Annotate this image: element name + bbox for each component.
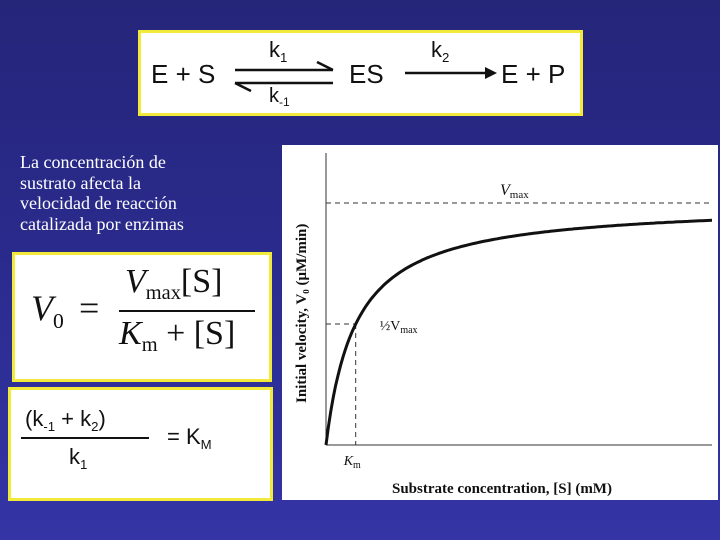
km-fraction-bar	[21, 437, 149, 439]
caption-line: velocidad de reacción	[20, 193, 177, 214]
v0-symbol: $V_0$	[31, 288, 64, 333]
vmax-label: Vmax	[500, 182, 529, 201]
km-definition	[8, 387, 273, 501]
numerator: $V_{max}[S]$	[125, 263, 223, 305]
reactants-label: E + S	[151, 59, 216, 89]
plot-canvas	[282, 145, 718, 500]
k-minus1-label: $k_{-1}$	[269, 85, 290, 110]
saturation-curve-plot	[282, 145, 718, 500]
reaction-scheme	[138, 30, 583, 116]
michaelis-menten-equation	[12, 252, 272, 382]
equals-sign: =	[79, 288, 100, 328]
products-label: E + P	[501, 59, 566, 89]
caption-line: catalizada por enzimas	[20, 214, 184, 235]
es-complex-label: ES	[349, 59, 384, 89]
km-denominator: $k_1$	[69, 444, 88, 472]
x-axis-label: Substrate concentration, [S] (mM)	[392, 481, 612, 497]
km-numerator: $(k_{-1} + k_2)$	[25, 406, 106, 434]
caption-line: La concentración de	[20, 152, 166, 172]
y-axis-label: Initial velocity, V₀ (μM/min)	[294, 223, 310, 403]
forward-arrow	[403, 63, 499, 83]
half-vmax-label: $\frac{1}{2}V_{max}$	[379, 319, 418, 336]
caption-line: sustrato afecta la	[20, 172, 141, 193]
k2-label: $k_2$	[431, 37, 450, 65]
fraction-bar	[119, 310, 255, 312]
km-result: = $K_M$	[167, 424, 212, 452]
denominator: $K_m + [S]$	[119, 315, 236, 357]
km-label: $K_m$	[343, 454, 361, 471]
k1-label: $k_1$	[269, 37, 288, 65]
caption-text	[20, 152, 280, 235]
